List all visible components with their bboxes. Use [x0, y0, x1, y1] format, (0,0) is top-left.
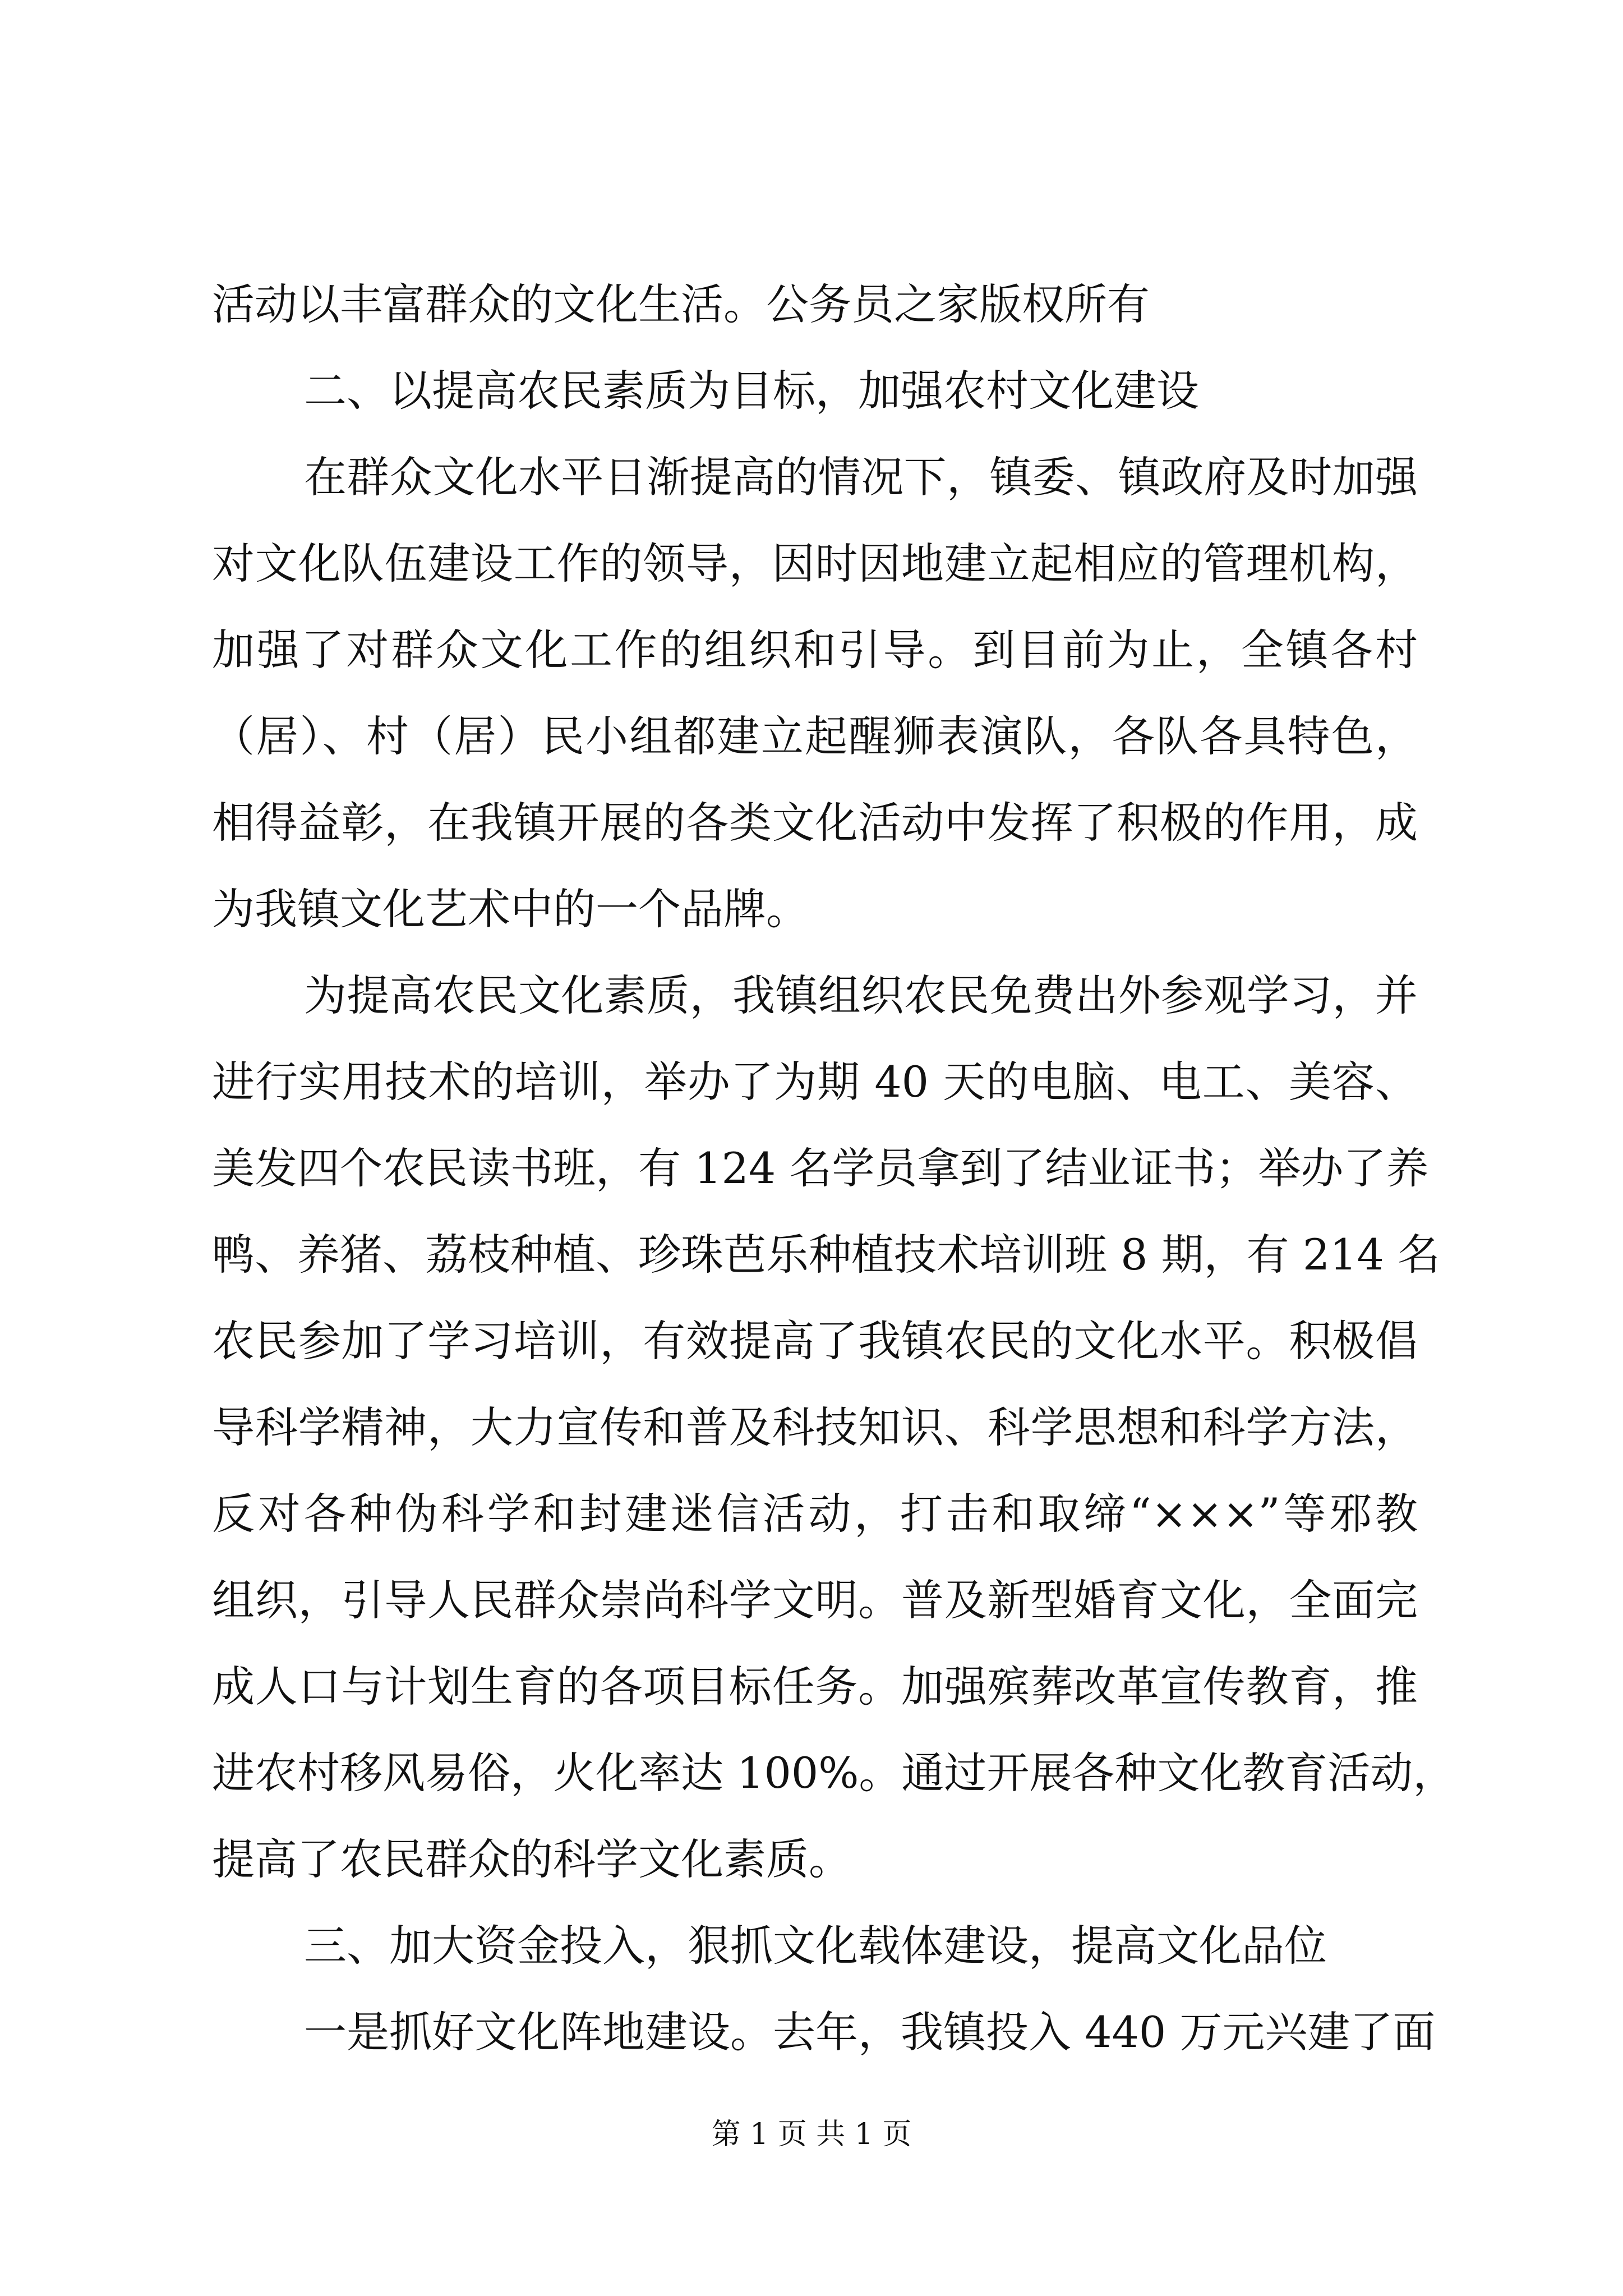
text-line: 反对各种伪科学和封建迷信活动，打击和取缔“×××”等邪教 [212, 1489, 1418, 1539]
text-line: 农民参加了学习培训，有效提高了我镇农民的文化水平。积极倡 [212, 1316, 1418, 1366]
text-line: 为提高农民文化素质，我镇组织农民免费出外参观学习，并 [304, 970, 1418, 1020]
text-line: 在群众文化水平日渐提高的情况下，镇委、镇政府及时加强 [304, 452, 1418, 502]
text-line: 美发四个农民读书班，有 124 名学员拿到了结业证书；举办了养 [212, 1143, 1429, 1193]
text-line: 一是抓好文化阵地建设。去年，我镇投入 440 万元兴建了面 [304, 2007, 1436, 2057]
text-line: 加强了对群众文化工作的组织和引导。到目前为止，全镇各村 [212, 625, 1418, 675]
text-line: 进行实用技术的培训，举办了为期 40 天的电脑、电工、美容、 [212, 1057, 1418, 1107]
text-line: 相得益彰，在我镇开展的各类文化活动中发挥了积极的作用，成 [212, 798, 1418, 848]
text-line: 提高了农民群众的科学文化素质。 [212, 1834, 851, 1884]
text-line: 鸭、养猪、荔枝种植、珍珠芭乐种植技术培训班 8 期，有 214 名 [212, 1230, 1441, 1280]
document-body [212, 261, 1456, 2076]
page-number-footer: 第 1 页 共 1 页 [711, 2118, 912, 2151]
text-line: 二、以提高农民素质为目标，加强农村文化建设 [304, 366, 1199, 416]
text-line: 对文化队伍建设工作的领导，因时因地建立起相应的管理机构， [212, 539, 1418, 588]
text-line: 组织，引导人民群众崇尚科学文明。普及新型婚育文化，全面完 [212, 1575, 1418, 1625]
text-line: 成人口与计划生育的各项目标任务。加强殡葬改革宣传教育，推 [212, 1662, 1418, 1711]
text-line: 导科学精神，大力宣传和普及科技知识、科学思想和科学方法， [212, 1402, 1418, 1452]
text-line: （居）、村（居）民小组都建立起醒狮表演队，各队各具特色， [212, 711, 1418, 761]
text-line: 为我镇文化艺术中的一个品牌。 [212, 884, 809, 934]
text-line: 进农村移风易俗，火化率达 100%。通过开展各种文化教育活动， [212, 1748, 1456, 1798]
text-line: 三、加大资金投入，狠抓文化载体建设，提高文化品位 [304, 1921, 1327, 1971]
text-line: 活动以丰富群众的文化生活。公务员之家版权所有 [212, 279, 1150, 329]
